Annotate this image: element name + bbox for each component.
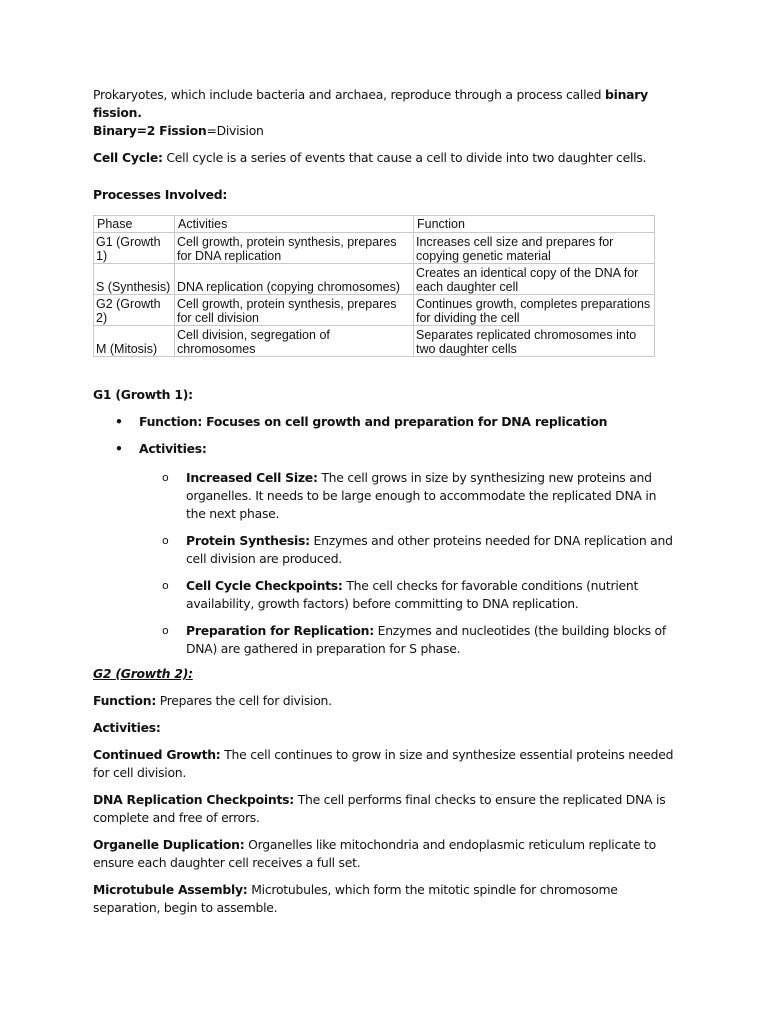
item-label: DNA Replication Checkpoints: [93, 792, 294, 807]
cell-cycle-label: Cell Cycle: [93, 150, 163, 165]
circle-bullet-icon: o [162, 579, 169, 592]
item-label: Cell Cycle Checkpoints: [186, 578, 343, 593]
item-label: Microtubule Assembly: [93, 882, 248, 897]
fission-eq: =Division [206, 123, 264, 138]
intro-binary-fission: binary fission. [93, 87, 648, 120]
g2-heading: G2 (Growth 2): [93, 666, 193, 681]
binary-term: Binary [93, 123, 137, 138]
list-item [139, 577, 675, 613]
table-cell: Cell division, segregation of chromosomes [175, 326, 414, 357]
g2-activity [93, 791, 675, 827]
binary-eq: =2 [136, 123, 160, 138]
table-cell: Creates an identical copy of the DNA for each daughter cell [414, 264, 655, 295]
g2-function-label: Function: [93, 693, 157, 708]
bullet-icon: • [115, 414, 123, 429]
table-cell: DNA replication (copying chromosomes) [175, 264, 414, 295]
table-header-cell: Phase [94, 216, 175, 233]
table-cell: M (Mitosis) [94, 326, 175, 357]
table-cell: S (Synthesis) [94, 264, 175, 295]
table-cell: Increases cell size and prepares for copying genetic material [414, 233, 655, 264]
item-label: Organelle Duplication: [93, 837, 245, 852]
fission-term: Fission [159, 123, 207, 138]
circle-bullet-icon: o [162, 534, 169, 547]
cell-cycle-text: Cell cycle is a series of events that cause a cell to divide into two daughter cells. [162, 150, 647, 165]
bullet-icon: • [115, 441, 123, 456]
item-text: Enzymes and nucleotides (the building blocks of DNA) are gathered in preparation for S phase. [186, 623, 666, 656]
item-text: Enzymes and other proteins needed for DNA replication and cell division are produced. [186, 533, 673, 566]
g2-function-text: Prepares the cell for division. [156, 693, 332, 708]
item-text: Microtubules, which form the mitotic spindle for chromosome separation, begin to assemble. [93, 882, 618, 915]
table-cell: Separates replicated chromosomes into two daughter cells [414, 326, 655, 357]
g1-activities-label: Activities: [139, 441, 207, 456]
table-header-row [94, 216, 655, 233]
item-label: Continued Growth: [93, 747, 221, 762]
g2-function [93, 692, 675, 710]
list-item [139, 532, 675, 568]
table-cell: Cell growth, protein synthesis, prepares for cell division [175, 295, 414, 326]
g1-heading: G1 (Growth 1): [93, 387, 193, 402]
g2-activity [93, 881, 675, 917]
table-cell: G2 (Growth 2) [94, 295, 175, 326]
item-label: Protein Synthesis: [186, 533, 310, 548]
list-item [139, 469, 675, 523]
item-label: Preparation for Replication: [186, 623, 374, 638]
g1-function-text: Function: Focuses on cell growth and preparation for DNA replication [139, 414, 608, 429]
table-cell: Continues growth, completes preparations for dividing the cell [414, 295, 655, 326]
cell-cycle-paragraph [93, 149, 675, 167]
circle-bullet-icon: o [162, 471, 169, 484]
g2-activity [93, 836, 675, 872]
g2-activity [93, 746, 675, 782]
item-text: The cell continues to grow in size and synthesize essential proteins needed for cell division. [93, 747, 674, 780]
table-cell: G1 (Growth 1) [94, 233, 175, 264]
table-row [94, 264, 655, 295]
g1-activities-item [93, 440, 675, 658]
g2-activities-label: Activities: [93, 720, 161, 735]
item-text: The cell grows in size by synthesizing new proteins and organelles. It needs to be large enough to accommodate the replicated DNA in the next phase. [186, 470, 657, 521]
table-header-cell: Activities [175, 216, 414, 233]
intro-text: Prokaryotes, which include bacteria and archaea, reproduce through a process called [93, 87, 605, 102]
item-label: Increased Cell Size: [186, 470, 318, 485]
table-header-cell: Function [414, 216, 655, 233]
list-item [139, 622, 675, 658]
table-row [94, 326, 655, 357]
item-text: Organelles like mitochondria and endoplasmic reticulum replicate to ensure each daughter cell receives a full set. [93, 837, 656, 870]
circle-bullet-icon: o [162, 624, 169, 637]
table-row [94, 295, 655, 326]
item-text: The cell performs final checks to ensure the replicated DNA is complete and free of errors. [93, 792, 666, 825]
processes-heading: Processes Involved: [93, 187, 228, 202]
phases-table [93, 215, 655, 357]
intro-paragraph [93, 86, 675, 140]
table-cell: Cell growth, protein synthesis, prepares for DNA replication [175, 233, 414, 264]
g1-list [93, 413, 675, 658]
g1-function-item [93, 413, 675, 431]
g1-activities-list [139, 469, 675, 658]
item-text: The cell checks for favorable conditions (nutrient availability, growth factors) before committing to DNA replication. [186, 578, 639, 611]
table-row [94, 233, 655, 264]
